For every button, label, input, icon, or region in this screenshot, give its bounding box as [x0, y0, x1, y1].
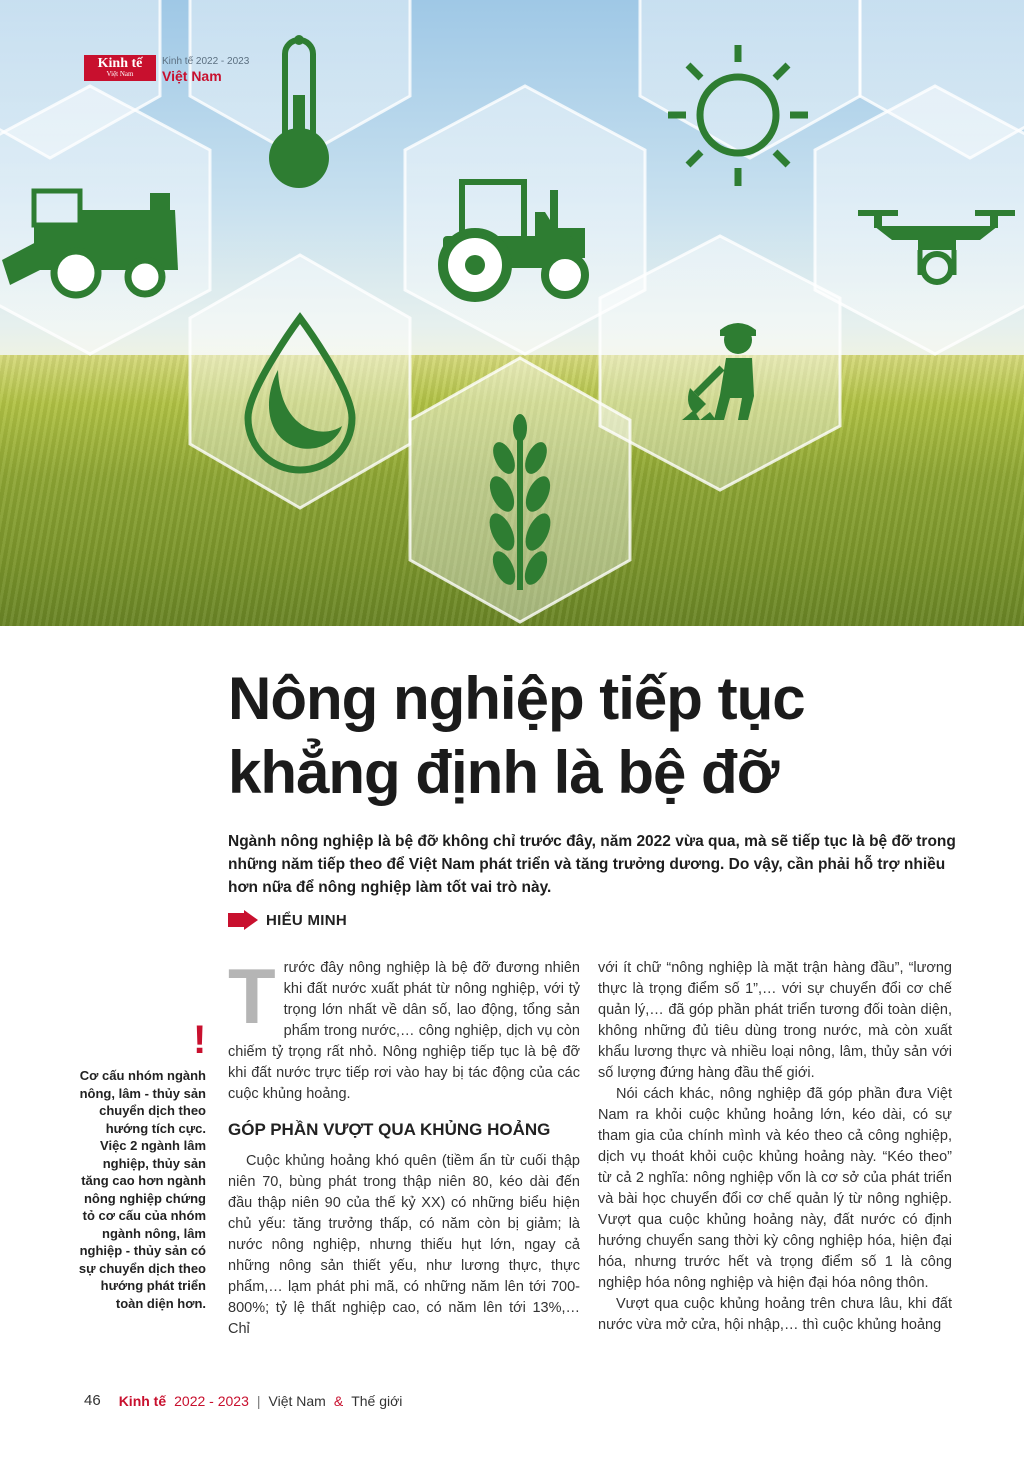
arrow-right-icon	[228, 910, 258, 930]
paragraph-1	[228, 952, 580, 1105]
paragraph-2: Cuộc khủng hoảng khó quên (tiềm ẩn từ cuối thập niên 70, bùng phát trong thập niên 80, kéo dài đến đầu thập niên 90 của thế kỷ XX) có những biểu hiện chủ yếu: tăng trưởng thấp, có năm còn bị giảm; là nước nông nghiệp, nhưng thiếu hụt lớn, ngay cả những nông sản thiết yếu, như lương thực, thực phẩm,… lạm phát phi mã, có những năm lên tới 700-800%; tỷ lệ thất nghiệp cao, có năm lên tới 13%,… Chỉ	[228, 1153, 580, 1337]
page-number: 46	[84, 1392, 101, 1409]
footer-ampersand: &	[333, 1392, 344, 1409]
footer-section-a: Việt Nam	[268, 1392, 326, 1409]
sidebar-quote: Cơ cấu nhóm ngành nông, lâm - thủy sản chuyển dịch theo hướng tích cực. Việc 2 ngành lâm nghiệp, thủy sản tăng cao hơn ngành nông nghiệp chứng tỏ cơ cấu của nhóm ngành nông, lâm nghiệp - thủy sản có sự chuyển dịch theo hướng phát triển toàn diện hơn.	[78, 1068, 206, 1311]
footer-separator: |	[256, 1392, 261, 1409]
author-name: HIỂU MINH	[266, 911, 348, 929]
title-line-1: Nông nghiệp tiếp tục	[228, 665, 805, 732]
logo-main-text: Kinh tế	[97, 56, 143, 71]
body-column-1	[228, 952, 580, 1340]
edition-label: Kinh tế 2022 - 2023	[162, 56, 250, 67]
byline	[228, 910, 347, 930]
article-title	[228, 662, 988, 810]
footer-section-b: Thế giới	[351, 1392, 403, 1409]
title-line-2: khẳng định là bệ đỡ	[228, 739, 779, 806]
paragraph-3: với ít chữ “nông nghiệp là mặt trận hàng đầu”, “lương thực là trọng điểm số 1”,… với sự chuyển đổi cơ chế quản lý,… đã góp phần phát triển tương đối toàn diện, không những đủ tiêu dùng trong nước, mà còn xuất khẩu lương thực và nhiều loại nông, lâm, thủy sản với số lượng đứng hàng đầu thế giới.	[598, 960, 952, 1081]
body-column-2	[598, 958, 952, 1336]
hexagon-grid	[0, 0, 1024, 626]
paragraph-1-text: rước đây nông nghiệp là bệ đỡ đương nhiên khi đất nước xuất phát từ nông nghiệp, với tỷ trọng lớn nhất về dân số, lao động, tổng sản phẩm trong nước,… công nghiệp, dịch vụ còn chiếm tỷ trọng rất nhỏ. Nông nghiệp tiếp tục là bệ đỡ khi đất nước trực tiếp rơi vào hay bị tác động của các cuộc khủng hoảng.	[228, 960, 580, 1102]
page-footer	[84, 1392, 402, 1409]
article-lead: Ngành nông nghiệp là bệ đỡ không chỉ trước đây, năm 2022 vừa qua, mà sẽ tiếp tục là bệ đỡ trong những năm tiếp theo để Việt Nam phát triển và tăng trưởng dương. Do vậy, cần phải hỗ trợ nhiều hơn nữa để nông nghiệp làm tốt vai trò này.	[228, 833, 956, 896]
drop-cap: T	[228, 952, 276, 1040]
hero-image	[0, 0, 1024, 626]
paragraph-4: Nói cách khác, nông nghiệp đã góp phần đưa Việt Nam ra khỏi cuộc khủng hoảng lớn, kéo dài, có sự tham gia của chính mình và kéo theo cả công nghiệp, dịch vụ thoát khỏi cuộc khủng hoảng này. “Kéo theo” từ cả 2 nghĩa: nông nghiệp vốn là cơ sở của phát triển và bài học chuyển đổi cơ chế quản lý từ nông nghiệp. Vượt qua cuộc khủng hoảng này, đất nước có định hướng chuyển sang thời kỳ công nghiệp hóa, hiện đại hóa, nhưng trước hết và trọng điểm số 1 là công nghiệp hóa nông nghiệp và hiện đại hóa nông thôn.	[598, 1086, 952, 1291]
logo-sub-text: Việt Nam	[106, 70, 134, 78]
section-label: Việt Nam	[162, 68, 222, 84]
footer-year: 2022 - 2023	[174, 1392, 249, 1409]
exclamation-icon: !	[193, 1018, 207, 1062]
paragraph-5: Vượt qua cuộc khủng hoảng trên chưa lâu, khi đất nước vừa mở cửa, hội nhập,… thì cuộc khủng hoảng	[598, 1296, 952, 1333]
magazine-logo	[84, 55, 156, 81]
section-subheading: GÓP PHẦN VƯỢT QUA KHỦNG HOẢNG	[228, 1120, 551, 1139]
masthead	[84, 55, 249, 83]
footer-magazine: Kinh tế	[118, 1392, 167, 1409]
